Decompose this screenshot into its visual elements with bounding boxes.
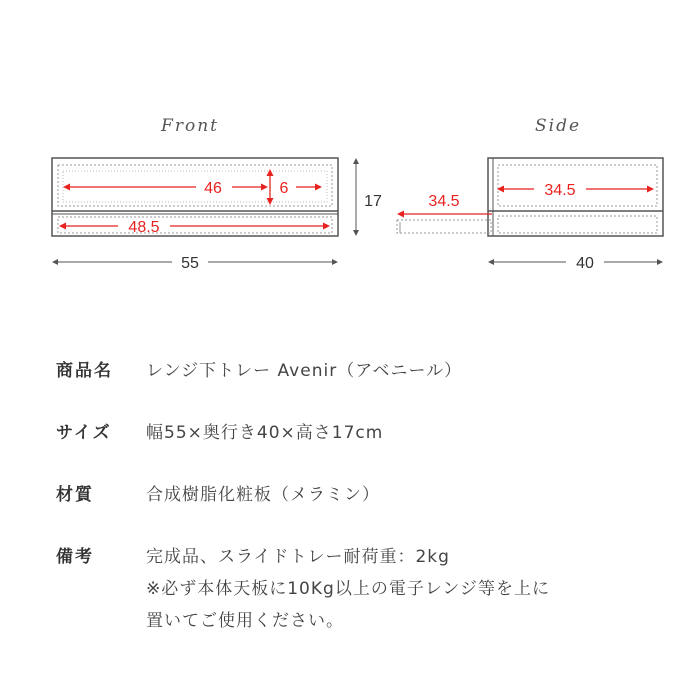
dim-46-right-arrow [261, 184, 268, 191]
spec-value-line: 幅55×奥行き40×高さ17cm [146, 423, 384, 443]
dim-48-right-arrow [323, 223, 330, 230]
dim-17-bottom-arrow [353, 230, 359, 236]
dim-55-left-arrow [52, 259, 58, 265]
spec-key: サイズ [56, 423, 112, 443]
dim-55-right-arrow [332, 259, 338, 265]
spec-value [146, 479, 380, 511]
spec-row-notes [56, 541, 676, 637]
dim-side-inner-right-arrow [647, 186, 654, 193]
dim-side-inner-depth: 34.5 [544, 182, 576, 199]
side-view [397, 158, 663, 272]
dim-40-right-arrow [657, 259, 663, 265]
dim-6-right-arrow [315, 184, 322, 191]
spec-key: 備考 [56, 547, 94, 567]
dim-40-left-arrow [488, 259, 494, 265]
side-top-compartment [498, 165, 657, 206]
spec-value [146, 355, 462, 387]
dim-outer-depth: 40 [576, 255, 594, 272]
spec-value-line: 置いてご使用ください。 [146, 611, 344, 631]
spec-row-material [56, 479, 676, 511]
spec-value [146, 541, 550, 637]
side-view-title: Side [534, 116, 582, 136]
spec-value-line: レンジ下トレー Avenir（アベニール） [146, 361, 463, 381]
spec-key: 材質 [56, 485, 94, 505]
spec-value-line: 合成樹脂化粧板（メラミン） [146, 485, 380, 505]
front-tray [58, 217, 332, 233]
dim-inner-depth: 6 [279, 180, 289, 197]
dim-6-top-arrow [267, 169, 274, 176]
front-view-title: Front [161, 116, 219, 136]
spec-row-name [56, 355, 676, 387]
dim-slide-arrow [397, 211, 404, 218]
spec-table [56, 355, 676, 637]
spec-value-line: ※必ず本体天板に10Kg以上の電子レンジ等を上に [146, 579, 550, 599]
spec-row-size [56, 417, 676, 449]
spec-value-line: 完成品、スライドトレー耐荷重：2kg [146, 547, 450, 567]
front-outer-frame [52, 158, 338, 236]
dim-48-left-arrow [59, 223, 66, 230]
spec-value [146, 417, 383, 449]
dim-outer-width: 55 [181, 255, 199, 272]
side-slide-tray [397, 220, 491, 233]
dim-inner-width: 46 [204, 180, 222, 197]
dim-slide-extension: 34.5 [428, 193, 460, 210]
side-tray-inner [498, 216, 657, 233]
dim-tray-width: 48.5 [128, 219, 160, 236]
front-view [52, 158, 382, 272]
dim-17-top-arrow [353, 158, 359, 164]
spec-key: 商品名 [56, 361, 113, 381]
dim-46-left-arrow [63, 184, 70, 191]
dim-height: 17 [364, 193, 382, 210]
